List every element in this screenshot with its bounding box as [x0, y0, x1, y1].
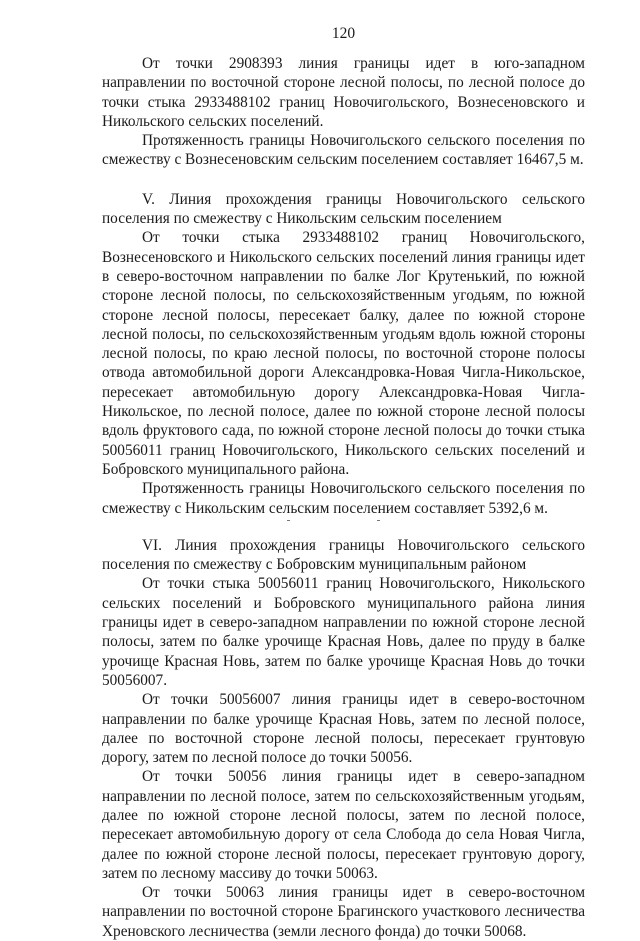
section-vi: [102, 536, 585, 941]
paragraph: Протяженность границы Новочигольского сельского поселения по смежеству с Никольским сельским поселением составляет 5392,6 м.: [102, 480, 585, 517]
paragraph: От точки 50063 линия границы идет в северо-восточном направлении по восточной стороне Брагинского участкового лесничества Хреновского лесничества (земли лесного фонда) до точки 50068.: [102, 884, 585, 940]
paragraph: От точки 50056007 линия границы идет в северо-восточном направлении по балке урочище Красная Новь, затем по лесной полосе, далее по восточной стороне лесной полосы, пересекает грунтовую дорогу, затем по лесной полосе до точки 50056.: [102, 691, 585, 767]
paragraph: От точки 50056 линия границы идет в северо-западном направлении по лесной полосе, затем по сельскохозяйственным угодьям, далее по южной стороне лесной полосы, затем по лесной полосе, пересекает автомобильную дорогу от села Слобода до села Новая Чигла, далее по южной стороне лесной полосы, пересекает грунтовую дорогу, затем по лесному массиву до точки 50063.: [102, 768, 585, 882]
paragraph: От точки 2908393 линия границы идет в юго-западном направлении по восточной стороне лесной полосы, по лесной полосе до точки стыка 2933488102 границ Новочигольского, Вознесеновского и Никольского сельских поселений.: [102, 55, 585, 130]
paragraph: Протяженность границы Новочигольского сельского поселения по смежеству с Вознесеновским сельским поселением составляет 16467,5 м.: [102, 132, 585, 169]
section-heading: VI. Линия прохождения границы Новочигольского сельского поселения по смежеству с Бобровским муниципальным районом: [102, 536, 585, 574]
page-number: 120: [331, 25, 356, 42]
paragraph: От точки стыка 50056011 границ Новочигольского, Никольского сельских поселений и Бобровского муниципального района линия границы идет в северо-западном направлении по южной стороне лесной полосы, затем по балке урочище Красная Новь, далее по пруду в балке урочище Красная Новь, затем по балке урочище Красная Новь до точки 50056007.: [102, 575, 585, 689]
section-v: [102, 190, 585, 518]
scan-artifact-dots: [102, 520, 585, 526]
paragraph: От точки стыка 2933488102 границ Новочигольского, Вознесеновского и Никольского сельских поселений линия границы идет в северо-восточном направлении по балке Лог Крутенький, по южной стороне лесной полосы, по сельскохозяйственным угодьям, по южной стороне лесной полосы, пересекает балку, далее по южной стороне лесной полосы, по сельскохозяйственным угодьям вдоль южной стороны лесной полосы, по краю лесной полосы, по восточной стороне полосы отвода автомобильной дороги Александровка-Новая Чигла-Никольское, пересекает автомобильную дорогу Александровка-Новая Чигла-Никольское, по лесной полосе, далее по южной стороне лесной полосы вдоль фруктового сада, по южной стороне лесной полосы до точки стыка 50056011 границ Новочигольского, Никольского сельских поселений и Бобровского муниципального района.: [102, 229, 585, 478]
section-heading: V. Линия прохождения границы Новочигольского сельского поселения по смежеству с Никольским сельским поселением: [102, 190, 585, 228]
